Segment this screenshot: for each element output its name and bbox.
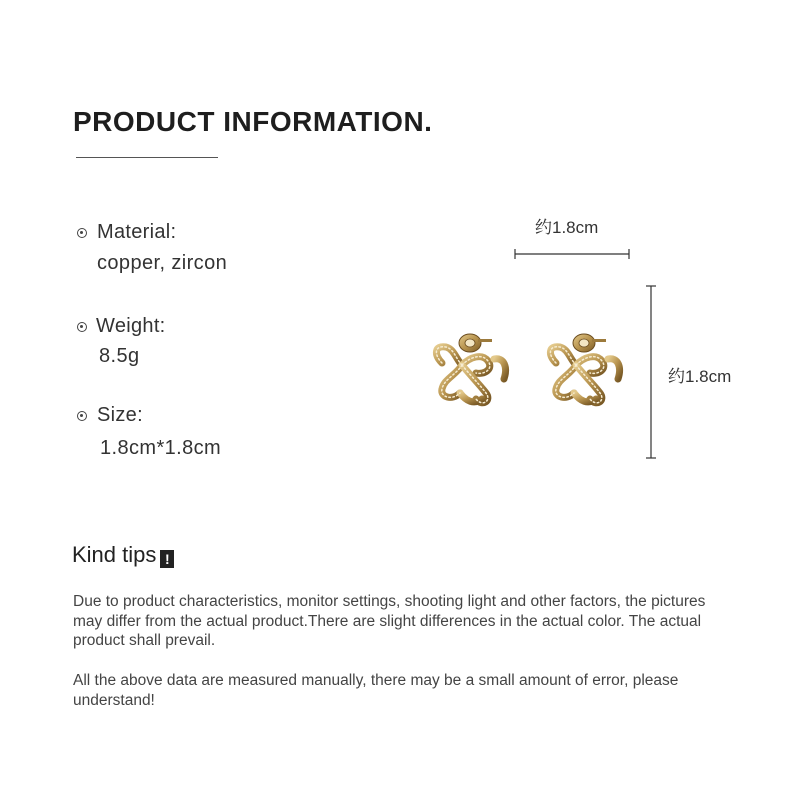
bullet-icon (77, 411, 87, 421)
page-title: PRODUCT INFORMATION. (73, 106, 433, 137)
width-dimension-label: 约1.8cm (535, 218, 599, 237)
exclamation-icon: ! (160, 550, 174, 568)
height-dimension-label: 约1.8cm (668, 367, 732, 386)
spec-size-label: Size: (97, 404, 143, 426)
spec-size-value: 1.8cm*1.8cm (100, 437, 222, 459)
spec-material-label: Material: (97, 221, 177, 243)
spec-material-value: copper, zircon (97, 252, 228, 274)
width-dimension-line (515, 249, 629, 259)
bullet-icon (77, 322, 87, 332)
height-dimension-line (646, 286, 656, 458)
right-earring (550, 334, 619, 403)
kind-tips-heading (72, 542, 174, 568)
tips-paragraph-1: Due to product characteristics, monitor settings, shooting light and other factors, the pictures may differ from the actual product.There are slight differences in the actual color. The actual product shall prevail. (73, 593, 706, 649)
bullet-icon (77, 228, 87, 238)
tips-paragraph-2: All the above data are measured manually, there may be a small amount of error, please understand! (73, 672, 679, 709)
left-earring (436, 334, 505, 403)
spec-weight-label: Weight: (96, 315, 166, 337)
spec-weight-value: 8.5g (99, 345, 140, 367)
product-image (420, 240, 660, 470)
kind-tips-title: Kind tips (72, 542, 157, 567)
title-underline (76, 157, 218, 158)
